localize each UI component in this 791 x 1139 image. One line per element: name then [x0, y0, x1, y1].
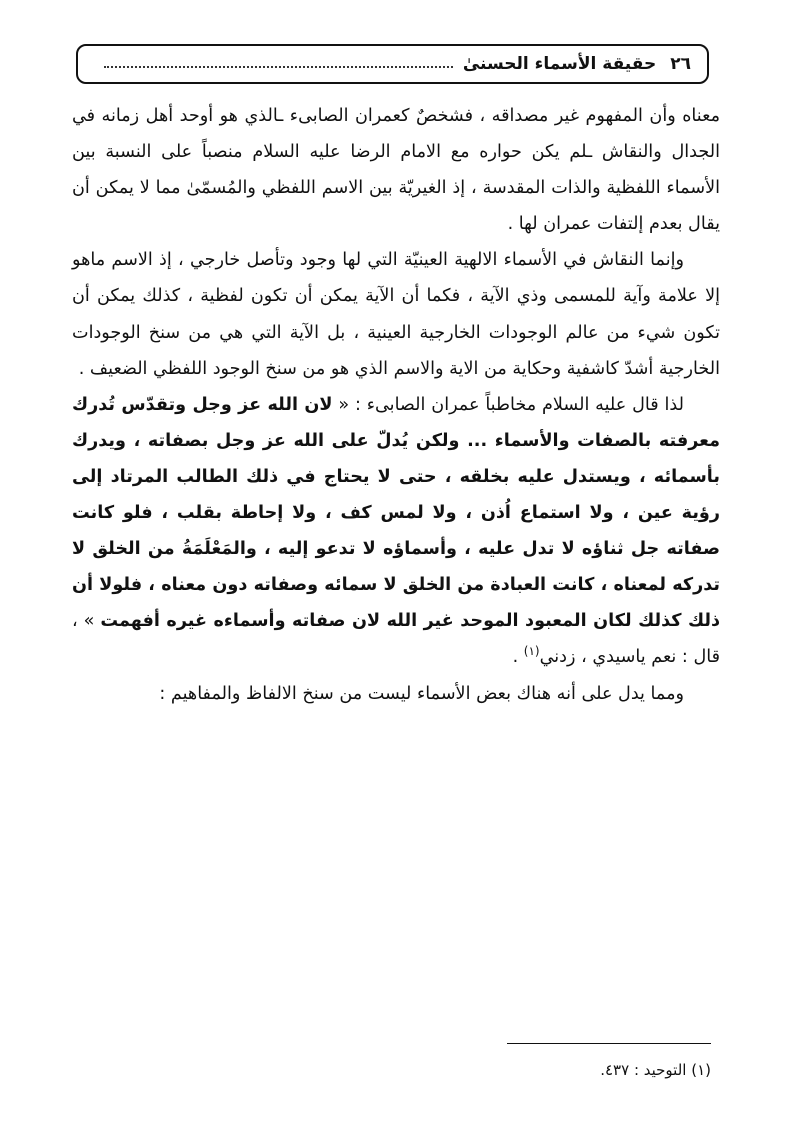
quote-outro: » ، قال : نعم ياسيدي ، زدني — [72, 611, 720, 668]
page-number: ٢٦ — [670, 54, 691, 74]
quote-intro: لذا قال عليه السلام مخاطباً عمران الصابىء : « — [332, 394, 684, 415]
paragraph-3-end: . — [512, 647, 524, 668]
footnote-marker[interactable]: (١) — [523, 644, 540, 659]
paragraph-2: وإنما النقاش في الأسماء الالهية العينيّة التي لها وجود وتأصل خارجي ، إذ الاسم ماهو إلا علامة وآية للمسمى وذي الآية ، فكما أن الآية يمكن أن تكون لفظية ، كذلك يمكن أن تكون شيء من عالم الوجودات الخارجية العينية ، بل الآية التي هي من سنخ الوجودات الخارجية أشدّ كاشفية وحكاية من الاية والاسم الذي هو من سنخ الوجود اللفظي الضعيف . — [72, 250, 720, 379]
footnote: (١) التوحيد : ٤٣٧. — [600, 1061, 711, 1079]
running-title: حقيقة الأسماء الحسنىٰ — [462, 54, 657, 74]
paragraph-3 — [72, 387, 720, 676]
running-header — [76, 44, 709, 84]
page-body — [72, 98, 720, 712]
header-dot-leader — [104, 66, 453, 68]
paragraph-4: ومما يدل على أنه هناك بعض الأسماء ليست من سنخ الالفاظ والمفاهيم : — [159, 683, 684, 704]
footnote-divider — [507, 1043, 711, 1044]
hadith-quote: لان الله عز وجل وتقدّس تُدرك معرفته بالصفات والأسماء ... ولكن يُدلّ على الله عز وجل بصفاته ، ويدرك بأسمائه ، ويستدل عليه بخلقه ، حتى لا يحتاج في ذلك الطالب المرتاد إلى رؤية عين ، ولا استماع اُذن ، ولا لمس كف ، ولا إحاطة بقلب ، فلو كانت صفاته جل ثناؤه لا تدل عليه ، وأسماؤه لا تدعو إليه ، والمَعْلَمَةُ من الخلق لا تدركه لمعناه ، كانت العبادة من الخلق لا سمائه وصفاته دون معناه ، فلولا أن ذلك كذلك لكان المعبود الموحد غير الله لان صفاته وأسماءه غيره أفهمت — [72, 394, 720, 632]
paragraph-1: معناه وأن المفهوم غير مصداقه ، فشخصٌ كعمران الصابىء ـالذي هو أوحد أهل زمانه في الجدال والنقاش ـلم يكن حواره مع الامام الرضا عليه السلام منصباً على النسبة بين الأسماء اللفظية والذات المقدسة ، إذ الغيريّة بين الاسم اللفظي والمُسمّىٰ مما لا يمكن أن يقال بعدم إلتفات عمران لها . — [72, 106, 720, 235]
